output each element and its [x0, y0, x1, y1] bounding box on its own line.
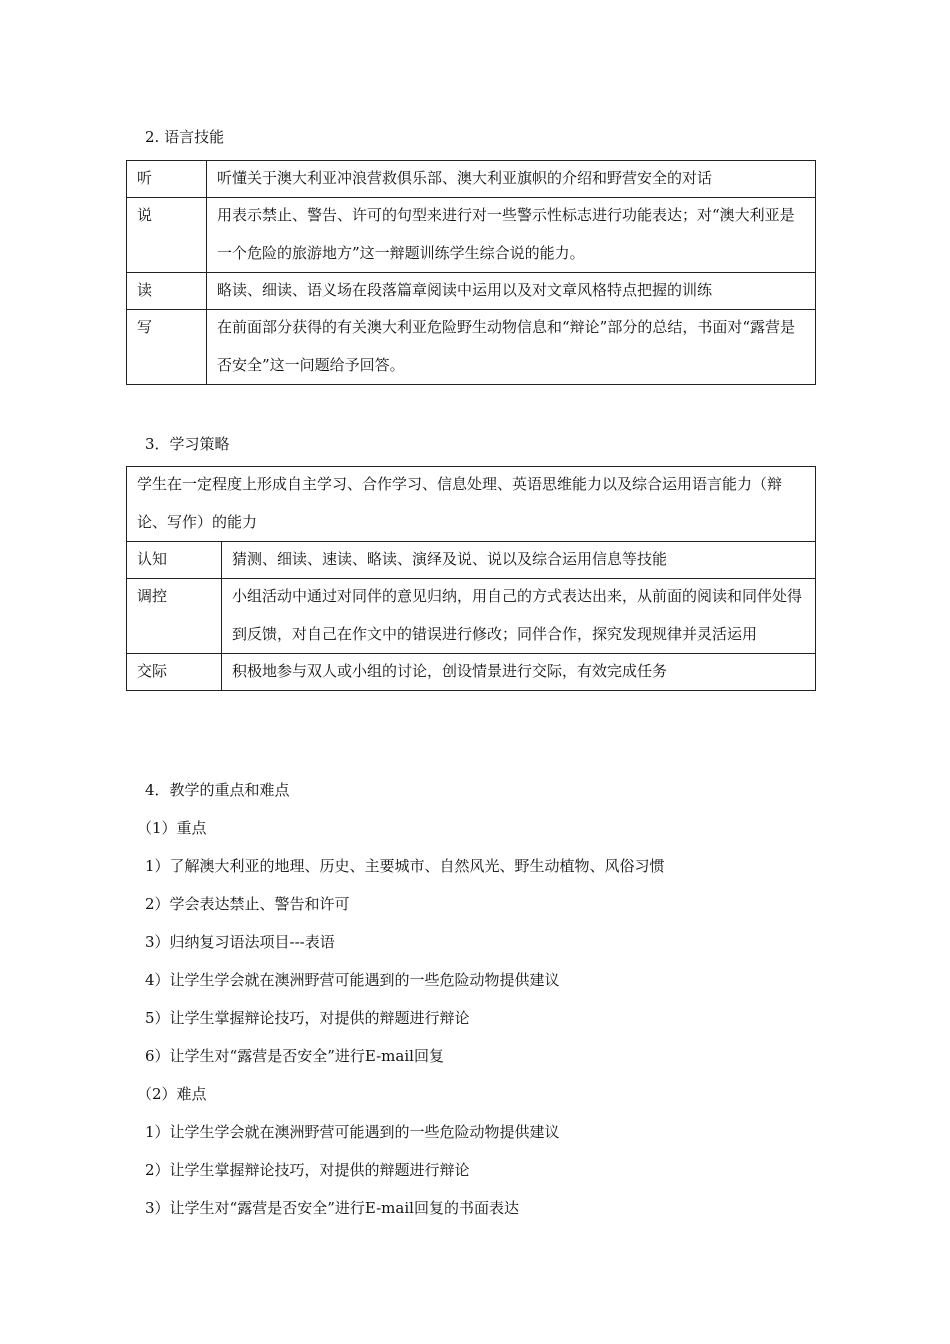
list-item: 6）让学生对“露营是否安全”进行E-mail回复 — [145, 1047, 444, 1065]
strategy-label: 交际 — [127, 654, 222, 691]
skill-description: 用表示禁止、警告、许可的句型来进行对一些警示性标志进行功能表达；对“澳大利亚是一个危险的旅游地方”这一辩题训练学生综合说的能力。 — [207, 198, 816, 273]
strategy-label: 认知 — [127, 542, 222, 579]
key-points-heading: （1）重点 — [137, 819, 207, 837]
list-item: 2）学会表达禁止、警告和许可 — [145, 895, 350, 913]
skill-description: 略读、细读、语义场在段落篇章阅读中运用以及对文章风格特点把握的训练 — [207, 273, 816, 310]
table-row — [127, 654, 816, 691]
skill-label: 说 — [127, 198, 207, 273]
learning-strategy-table — [126, 466, 816, 691]
skill-label: 听 — [127, 161, 207, 198]
skill-description: 听懂关于澳大利亚冲浪营救俱乐部、澳大利亚旗帜的介绍和野营安全的对话 — [207, 161, 816, 198]
strategy-label: 调控 — [127, 579, 222, 654]
strategy-description: 小组活动中通过对同伴的意见归纳，用自己的方式表达出来，从前面的阅读和同伴处得到反馈，对自己在作文中的错误进行修改；同伴合作，探究发现规律并灵活运用 — [222, 579, 816, 654]
table-row — [127, 198, 816, 273]
list-item: 2）让学生掌握辩论技巧，对提供的辩题进行辩论 — [145, 1161, 470, 1179]
difficult-points-heading: （2）难点 — [137, 1085, 207, 1103]
list-item: 1）了解澳大利亚的地理、历史、主要城市、自然风光、野生动植物、风俗习惯 — [145, 857, 665, 875]
table-row — [127, 161, 816, 198]
table-row — [127, 542, 816, 579]
list-item: 5）让学生掌握辩论技巧，对提供的辩题进行辩论 — [145, 1009, 470, 1027]
list-item: 4）让学生学会就在澳洲野营可能遇到的一些危险动物提供建议 — [145, 971, 560, 989]
table-row — [127, 273, 816, 310]
section-4-heading: 4．教学的重点和难点 — [145, 781, 290, 799]
table-row — [127, 467, 816, 542]
strategy-description: 积极地参与双人或小组的讨论，创设情景进行交际，有效完成任务 — [222, 654, 816, 691]
skill-description: 在前面部分获得的有关澳大利亚危险野生动物信息和“辩论”部分的总结，书面对“露营是否安全”这一问题给予回答。 — [207, 310, 816, 385]
section-2-heading: 2. 语言技能 — [145, 128, 225, 146]
list-item: 3）让学生对“露营是否安全”进行E-mail回复的书面表达 — [145, 1199, 519, 1217]
key-difficult-points — [137, 778, 845, 1234]
strategy-intro: 学生在一定程度上形成自主学习、合作学习、信息处理、英语思维能力以及综合运用语言能力（辩论、写作）的能力 — [127, 467, 816, 542]
language-skills-table — [126, 160, 816, 385]
table-row — [127, 579, 816, 654]
skill-label: 写 — [127, 310, 207, 385]
skill-label: 读 — [127, 273, 207, 310]
list-item: 1）让学生学会就在澳洲野营可能遇到的一些危险动物提供建议 — [145, 1123, 560, 1141]
strategy-description: 猜测、细读、速读、略读、演绎及说、说以及综合运用信息等技能 — [222, 542, 816, 579]
section-3-heading: 3．学习策略 — [145, 435, 230, 453]
table-row — [127, 310, 816, 385]
list-item: 3）归纳复习语法项目---表语 — [145, 933, 335, 951]
